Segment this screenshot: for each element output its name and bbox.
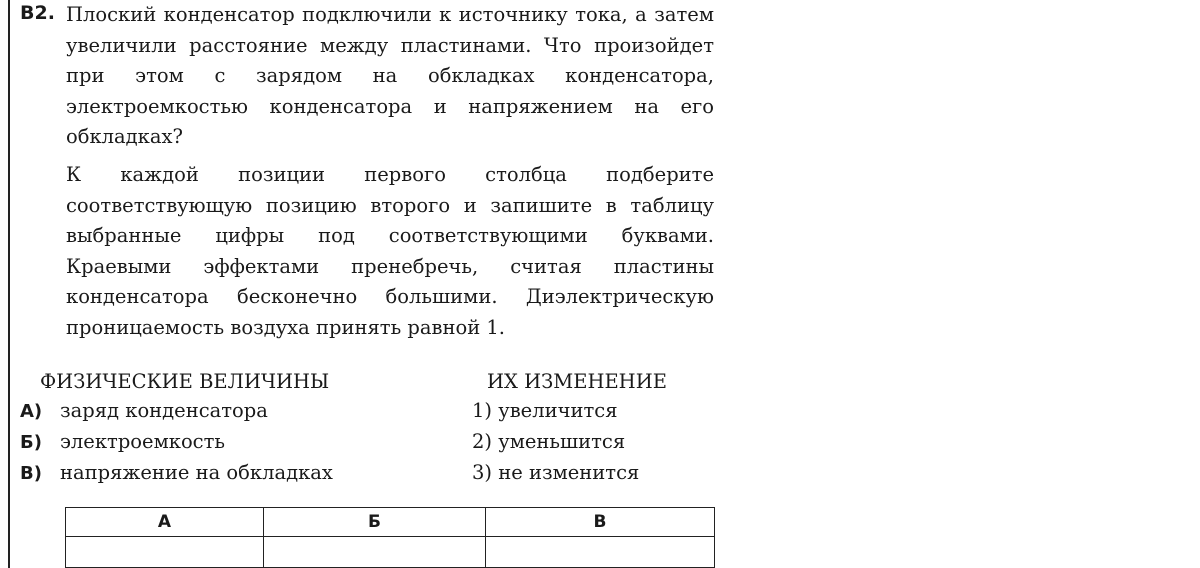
- task-instruction: К каждой позиции первого столбца подберите соответствующую позицию второго и запишите в таблицу выбранные цифры под соответствующими буквами. Краевыми эффектами пренебречь, считая пластины конденсатора бесконечно большими. Диэлектрическую проницаемость воздуха принять равной 1.: [66, 163, 714, 339]
- task-question: Плоский конденсатор подключили к источнику тока, а затем увеличили расстояние между пластинами. Что произойдет при этом с зарядом на обкладках конденсатора, электроемкостью конденсатора и напряжением на его обкладках?: [66, 3, 714, 148]
- answer-table-header-row: [66, 508, 715, 537]
- change-item: [472, 458, 639, 488]
- quantity-letter: А): [20, 401, 43, 422]
- quantity-item: [20, 427, 225, 458]
- change-number: 2): [472, 430, 493, 453]
- left-margin-rule: [8, 0, 10, 568]
- change-item: [472, 396, 618, 426]
- change-text: увеличится: [498, 399, 618, 422]
- task-number: В2.: [20, 2, 55, 24]
- quantity-text: заряд конденсатора: [60, 399, 268, 422]
- physical-quantities-heading: ФИЗИЧЕСКИЕ ВЕЛИЧИНЫ: [40, 370, 330, 393]
- change-text: уменьшится: [498, 430, 626, 453]
- quantity-item: [20, 458, 333, 489]
- change-text: не изменится: [498, 461, 640, 484]
- quantity-letter: Б): [20, 432, 42, 453]
- answer-table-answer-row: [66, 537, 715, 568]
- answer-cell-v[interactable]: [486, 537, 715, 568]
- quantity-item: [20, 396, 268, 427]
- answer-table: [65, 507, 715, 568]
- change-number: 3): [472, 461, 493, 484]
- answer-header-a: А: [66, 508, 264, 537]
- answer-cell-a[interactable]: [66, 537, 264, 568]
- quantity-text: напряжение на обкладках: [60, 461, 333, 484]
- quantity-text: электроемкость: [60, 430, 226, 453]
- changes-heading: ИХ ИЗМЕНЕНИЕ: [487, 370, 667, 393]
- change-item: [472, 427, 625, 457]
- answer-header-v: В: [486, 508, 715, 537]
- change-number: 1): [472, 399, 493, 422]
- answer-cell-b[interactable]: [264, 537, 486, 568]
- answer-header-b: Б: [264, 508, 486, 537]
- quantity-letter: В): [20, 463, 42, 484]
